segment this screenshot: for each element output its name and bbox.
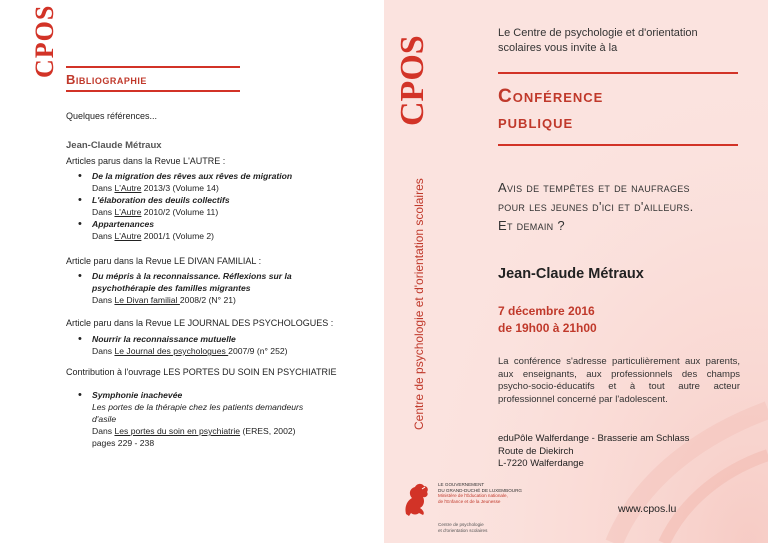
intro-text: Quelques références... xyxy=(66,111,158,121)
book-link[interactable]: Les portes du soin en psychiatrie xyxy=(114,426,241,436)
reference-item: • De la migration des rêves aux rêves de migration Dans L'Autre 2013/3 (Volume 14) xyxy=(66,170,306,194)
group-heading: Articles parus dans la Revue L'AUTRE : xyxy=(66,156,226,166)
reference-list xyxy=(66,270,306,306)
reference-item: • Appartenances Dans L'Autre 2001/1 (Volume 2) xyxy=(66,218,306,242)
speaker-name: Jean-Claude Métraux xyxy=(498,266,644,282)
cpos-logo-spine: CPOS xyxy=(394,35,431,126)
bottom-rule xyxy=(66,90,240,92)
group-heading: Article paru dans la Revue LE JOURNAL DES PSYCHOLOGUES : xyxy=(66,318,334,328)
journal-link[interactable]: Le Journal des psychologues xyxy=(114,346,229,356)
reference-list xyxy=(66,389,316,449)
journal-link[interactable]: L'Autre xyxy=(114,231,142,241)
conference-subject: Avis de tempêtes et de naufrages pour les jeunes d'ici et d'ailleurs. Et demain ? xyxy=(498,180,694,233)
reference-item: • Nourrir la reconnaissance mutuelle Dans Le Journal des psychologues 2007/9 (n° 252) xyxy=(66,333,316,357)
author-name: Jean-Claude Métraux xyxy=(66,140,162,151)
group-heading: Article paru dans la Revue LE DIVAN FAMILIAL : xyxy=(66,256,262,266)
reference-list xyxy=(66,170,306,242)
reference-item: • Du mépris à la reconnaissance. Réflexions sur la psychothérapie des familles migrantes Dans Le Divan familial 2008/2 (N° 21) xyxy=(66,270,306,306)
reference-item: • L'élaboration des deuils collectifs Dans L'Autre 2010/2 (Volume 11) xyxy=(66,194,306,218)
spine-org-name: Centre de psychologie et d'orientation scolaires xyxy=(412,178,426,430)
event-description: La conférence s'adresse particulièrement aux parents, aux enseignants, aux professionnels des champs psycho-socio-éducatifs et à tout autre acteur professionnel concerné par l'adolescent. xyxy=(498,356,740,405)
reference-item: • Symphonie inachevée Les portes de la thérapie chez les patients demandeurs d'asile Dans Les portes du soin en psychiatrie (ERES, 2002) pages 229 - 238 xyxy=(66,389,316,449)
conference-title: Conférence publique xyxy=(498,86,604,133)
venue-address: eduPôle Walferdange - Brasserie am Schlass Route de Diekirch L-7220 Walferdange xyxy=(498,433,690,469)
journal-link[interactable]: L'Autre xyxy=(114,183,142,193)
cpos-small-text: Centre de psychologie et d'orientation scolaires xyxy=(438,522,488,533)
reference-list xyxy=(66,333,316,357)
group-heading: Contribution à l'ouvrage LES PORTES DU SOIN EN PSYCHIATRIE xyxy=(66,367,337,377)
bibliography-heading: Bibliographie xyxy=(66,72,147,87)
title-bottom-rule xyxy=(498,144,738,146)
journal-link[interactable]: L'Autre xyxy=(114,207,142,217)
event-date: 7 décembre 2016 de 19h00 à 21h00 xyxy=(498,304,597,335)
title-top-rule xyxy=(498,72,738,74)
invite-text: Le Centre de psychologie et d'orientation scolaires vous invite à la xyxy=(498,27,698,54)
luxembourg-lion-icon xyxy=(398,480,434,518)
website-link[interactable]: www.cpos.lu xyxy=(618,503,677,515)
top-rule xyxy=(66,66,240,68)
government-text: LE GOUVERNEMENT DU GRAND-DUCHÉ DE LUXEMBOURG Ministère de l'Éducation nationale, de l'Enfance et de la Jeunesse xyxy=(438,482,522,504)
cpos-logo-left: CPOS xyxy=(30,4,59,78)
journal-link[interactable]: Le Divan familial xyxy=(114,295,180,305)
